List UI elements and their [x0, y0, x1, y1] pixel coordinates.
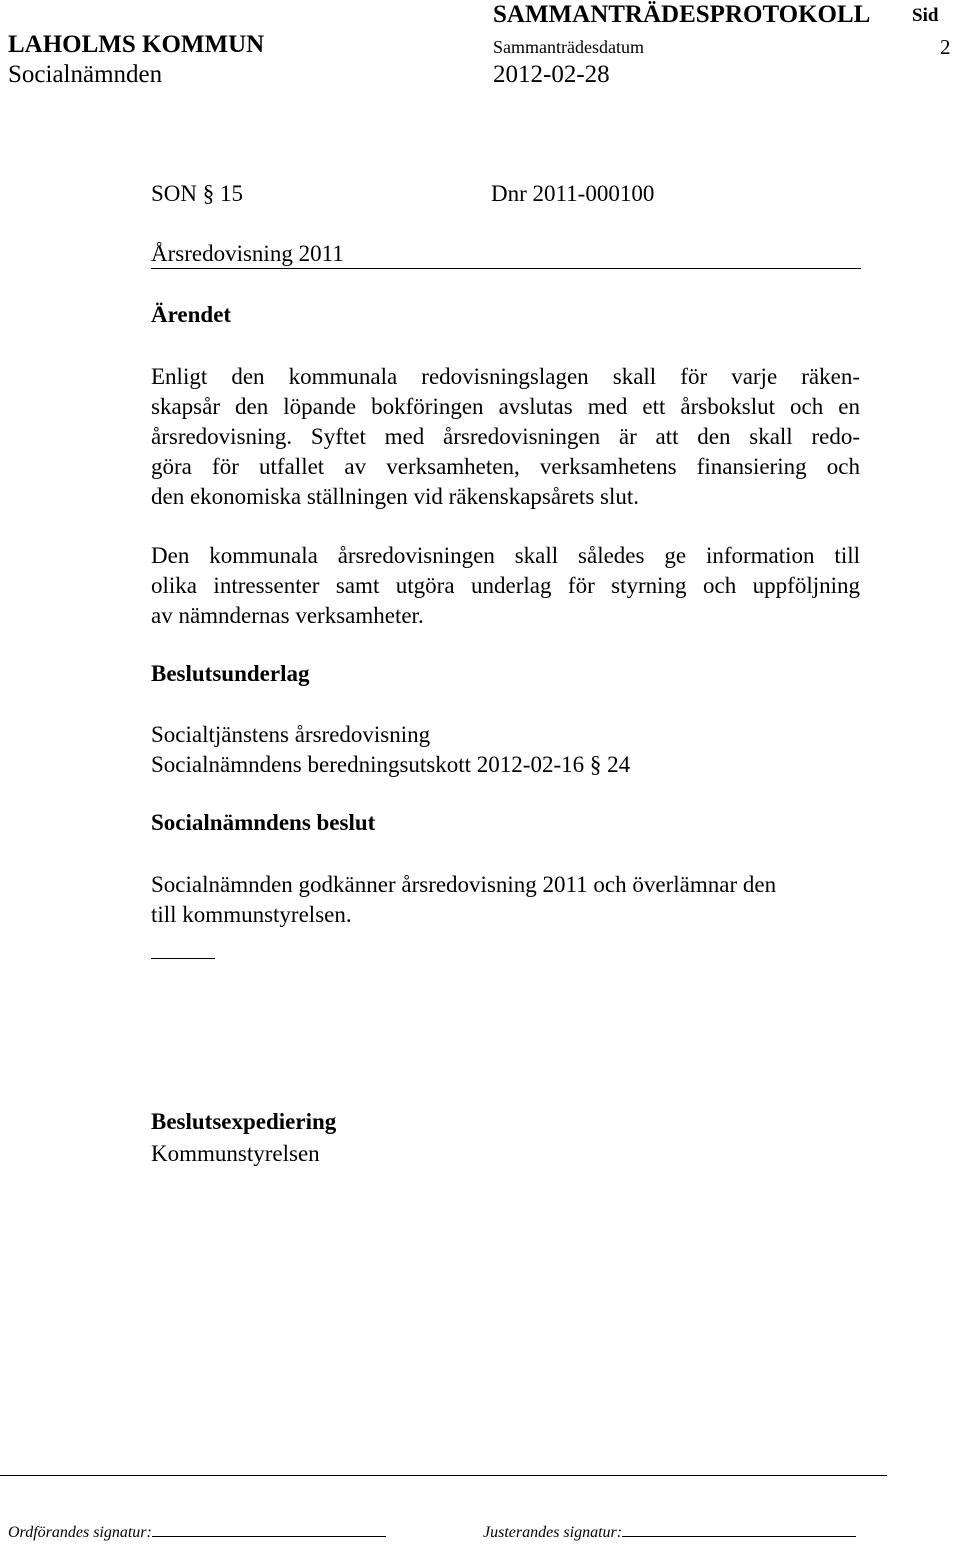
decision-end-rule	[151, 958, 215, 959]
beslutsunderlag-heading: Beslutsunderlag	[151, 661, 310, 686]
page-number: 2	[940, 35, 951, 59]
paragraph-line: göra för utfallet av verksamheten, verksamhetens finansiering och	[151, 454, 860, 479]
paragraph-line: årsredovisning. Syftet med årsredovisningen är att den skall redo-	[151, 424, 860, 449]
arendet-heading: Ärendet	[151, 302, 232, 327]
adjuster-signature-line[interactable]	[622, 1522, 856, 1537]
paragraph-line: Enligt den kommunala redovisningslagen skall för varje räken-	[151, 364, 860, 389]
beslutsunderlag-item: Socialnämndens beredningsutskott 2012-02-16 § 24	[151, 752, 631, 777]
beslutsunderlag-item: Socialtjänstens årsredovisning	[151, 722, 431, 747]
beslut-paragraph	[151, 870, 860, 930]
expediering-recipient: Kommunstyrelsen	[151, 1141, 320, 1166]
paragraph-line: den ekonomiska ställningen vid räkenskapsårets slut.	[151, 484, 640, 509]
paragraph-line: Socialnämnden godkänner årsredovisning 2011 och överlämnar den	[151, 872, 777, 897]
sid-label: Sid	[912, 5, 939, 26]
expediering-heading: Beslutsexpediering	[151, 1109, 337, 1134]
adjuster-signature-label: Justerandes signatur:	[483, 1524, 623, 1541]
meeting-date: 2012-02-28	[493, 61, 610, 88]
title-underline	[151, 268, 861, 269]
arendet-paragraph-2	[151, 541, 860, 631]
beslut-heading: Socialnämndens beslut	[151, 810, 376, 835]
adjuster-signature	[483, 1522, 856, 1542]
paragraph-line: av nämndernas verksamheter.	[151, 603, 424, 628]
meeting-date-label: Sammanträdesdatum	[493, 37, 644, 57]
section-number: SON § 15	[151, 181, 244, 206]
chair-signature	[8, 1522, 386, 1542]
committee-name: Socialnämnden	[8, 61, 163, 88]
paragraph-line: till kommunstyrelsen.	[151, 902, 352, 927]
arendet-paragraph-1	[151, 362, 860, 512]
diary-number: Dnr 2011-000100	[491, 181, 655, 206]
paragraph-line: skapsår den löpande bokföringen avslutas med ett årsbokslut och en	[151, 394, 860, 419]
protocol-title: SAMMANTRÄDESPROTOKOLL	[493, 1, 871, 28]
case-title: Årsredovisning 2011	[151, 241, 344, 266]
paragraph-line: Den kommunala årsredovisningen skall således ge information till	[151, 543, 860, 568]
paragraph-line: olika intressenter samt utgöra underlag för styrning och uppföljning	[151, 573, 860, 598]
chair-signature-label: Ordförandes signatur:	[8, 1524, 152, 1541]
footer-rule	[0, 1475, 887, 1476]
chair-signature-line[interactable]	[152, 1522, 386, 1537]
municipality-name: LAHOLMS KOMMUN	[8, 31, 265, 58]
